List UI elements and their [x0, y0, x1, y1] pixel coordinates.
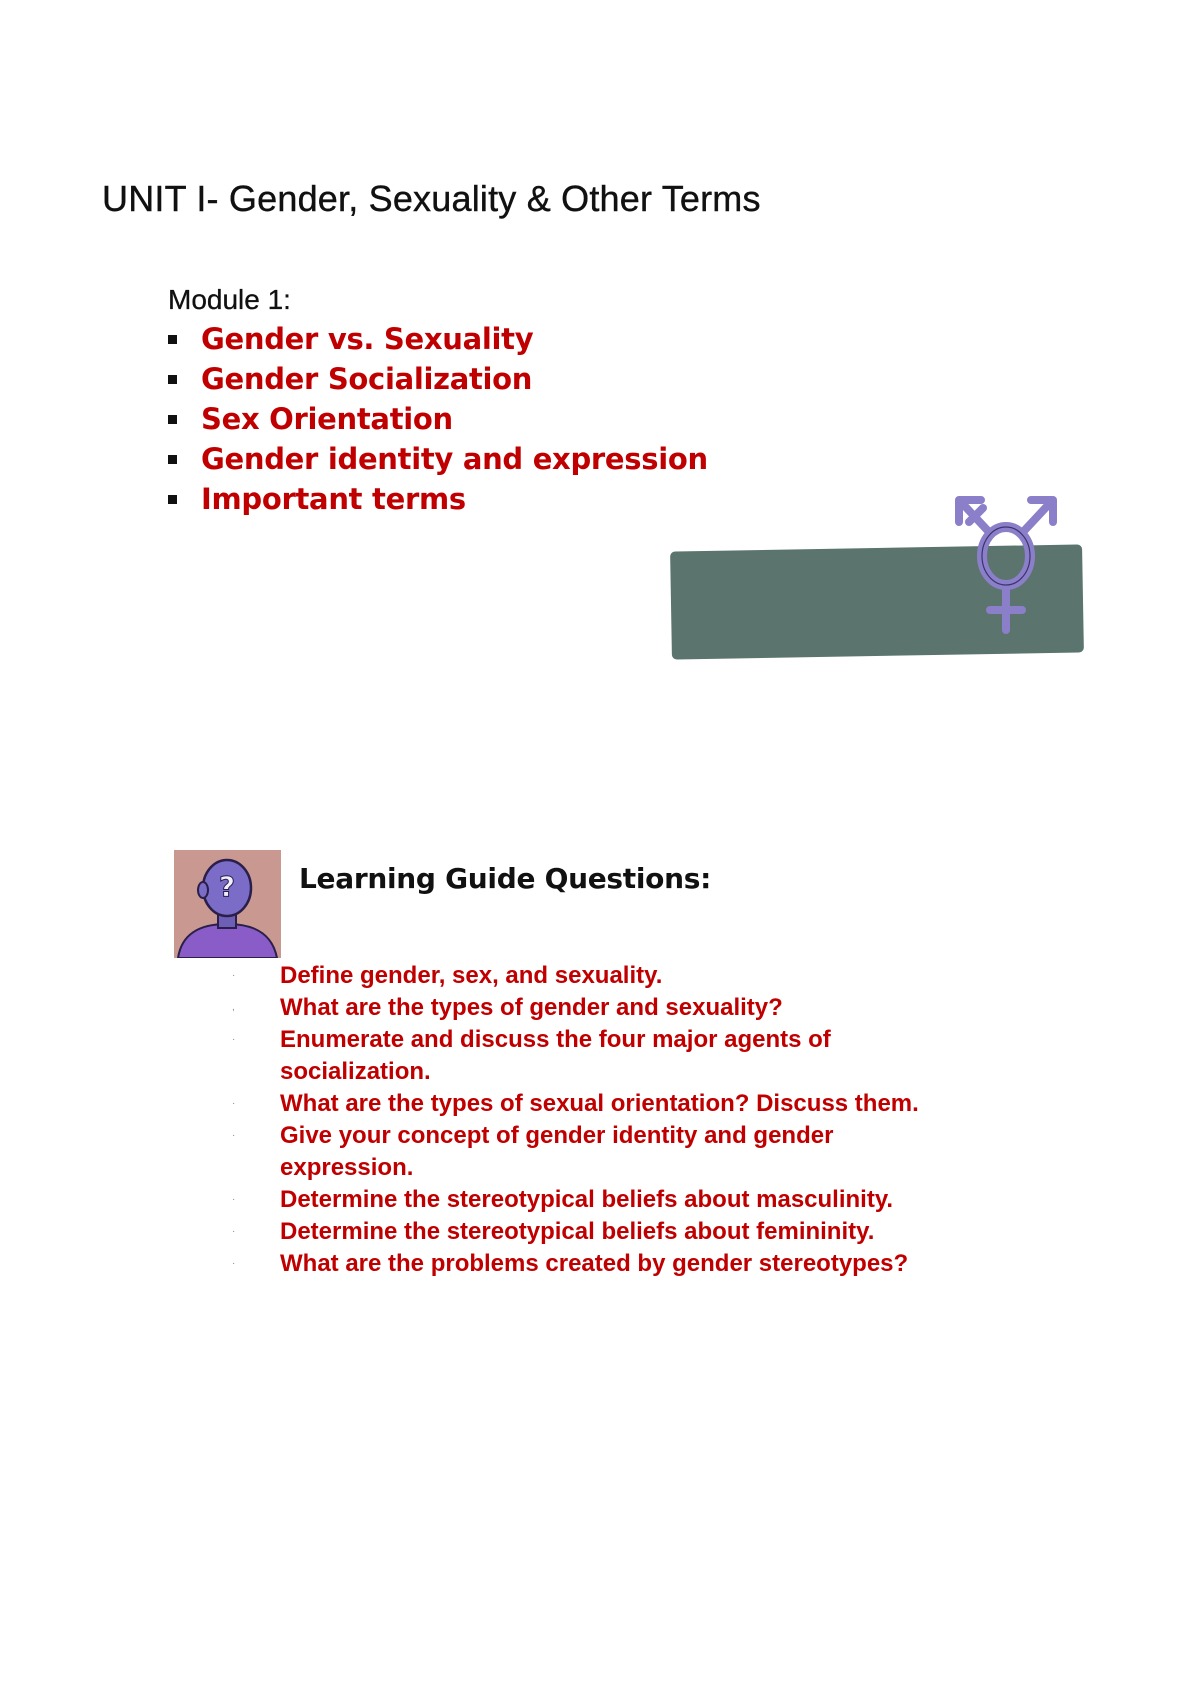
topic-label: Sex Orientation: [201, 402, 453, 436]
list-marker: ·: [232, 1258, 236, 1269]
square-bullet-icon: [168, 375, 177, 384]
question-text: Enumerate and discuss the four major agents of: [280, 1026, 831, 1053]
topic-label: Important terms: [201, 482, 466, 516]
learning-guide-heading: Learning Guide Questions:: [299, 862, 711, 895]
question-text: Determine the stereotypical beliefs about femininity.: [280, 1218, 875, 1245]
question-text: What are the types of gender and sexuality?: [280, 994, 783, 1021]
transgender-symbol-icon: [945, 490, 1070, 640]
question-text: Define gender, sex, and sexuality.: [280, 962, 663, 989]
list-marker: ·: [232, 1194, 236, 1205]
guide-question-list: [232, 960, 1032, 1280]
person-question-avatar-icon: [174, 850, 281, 958]
module-topic-list: [168, 319, 708, 519]
topic-label: Gender vs. Sexuality: [201, 322, 534, 356]
list-marker: ·: [232, 1098, 236, 1109]
list-marker: ,: [232, 1002, 235, 1013]
question-text-continued: socialization.: [280, 1058, 431, 1085]
unit-title: UNIT I- Gender, Sexuality & Other Terms: [102, 178, 761, 219]
guide-question: [232, 1088, 1032, 1120]
module-label: Module 1:: [168, 284, 291, 315]
guide-question: [232, 992, 1032, 1024]
square-bullet-icon: [168, 335, 177, 344]
question-text: Determine the stereotypical beliefs about masculinity.: [280, 1186, 894, 1213]
topic-label: Gender identity and expression: [201, 442, 708, 476]
guide-question: [232, 1024, 1032, 1088]
question-text-continued: expression.: [280, 1154, 414, 1181]
topic-item: [168, 359, 708, 399]
question-text: What are the types of sexual orientation? Discuss them.: [280, 1090, 919, 1117]
question-text: Give your concept of gender identity and gender: [280, 1122, 834, 1149]
square-bullet-icon: [168, 455, 177, 464]
topic-item: [168, 479, 708, 519]
topic-item: [168, 399, 708, 439]
topic-item: [168, 319, 708, 359]
square-bullet-icon: [168, 495, 177, 504]
list-marker: ·: [232, 1226, 236, 1237]
guide-question: [232, 960, 1032, 992]
topic-item: [168, 439, 708, 479]
guide-question: [232, 1184, 1032, 1216]
guide-question: [232, 1216, 1032, 1248]
list-marker: ·: [232, 1034, 236, 1045]
guide-question: [232, 1120, 1032, 1184]
svg-text:?: ?: [218, 870, 236, 903]
topic-label: Gender Socialization: [201, 362, 533, 396]
question-text: What are the problems created by gender stereotypes?: [280, 1250, 909, 1277]
guide-question: [232, 1248, 1032, 1280]
square-bullet-icon: [168, 415, 177, 424]
list-marker: ·: [232, 1130, 236, 1141]
list-marker: ·: [232, 970, 236, 981]
